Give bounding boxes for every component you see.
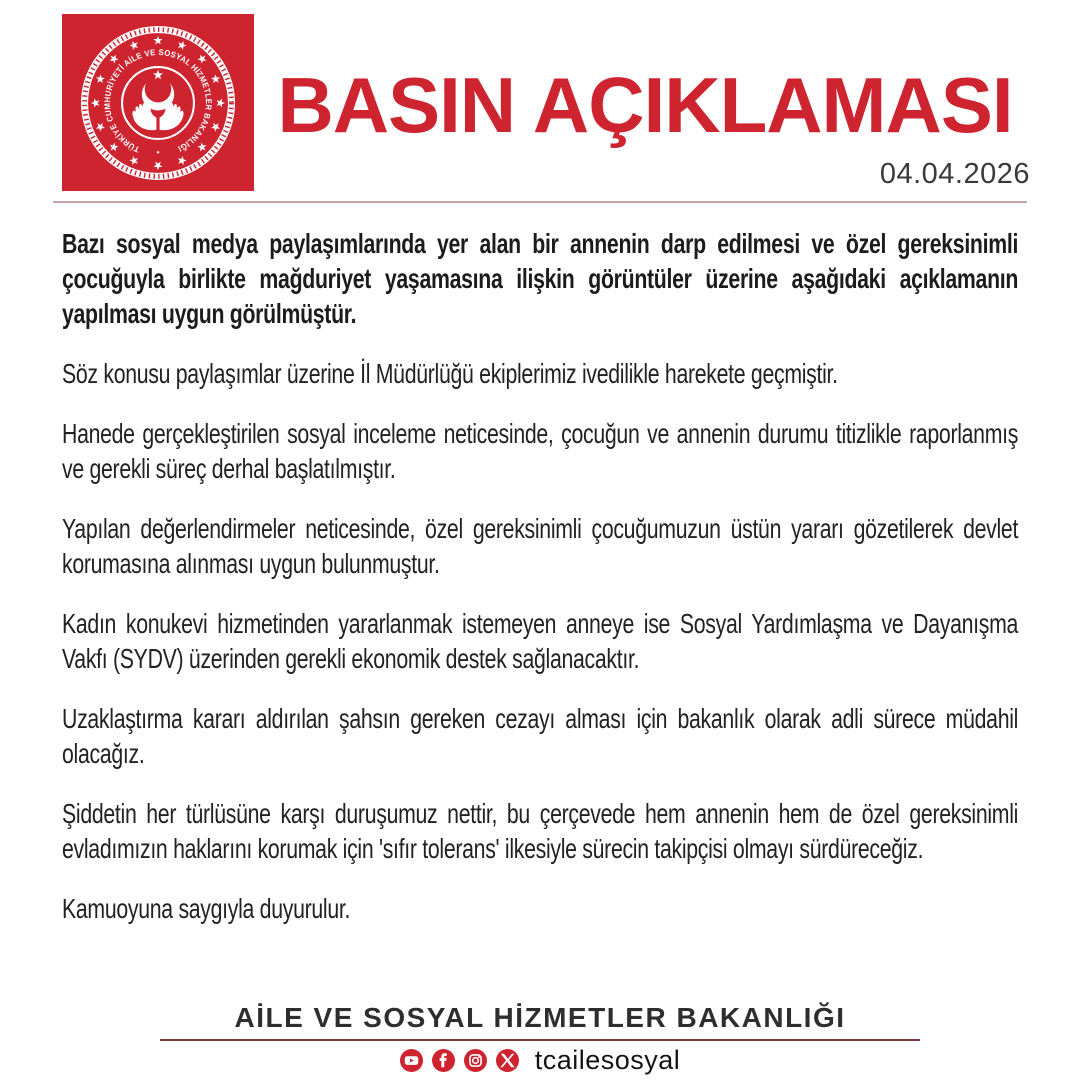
press-paragraph: Uzaklaştırma kararı aldırılan şahsın gereken cezayı alması için bakanlık olarak adli sürece müdahil olacağız. [62,703,1019,769]
page-title: BASIN AÇIKLAMASI [277,60,1013,149]
footer-ministry-name: AİLE VE SOSYAL HİZMETLER BAKANLIĞI [234,1002,846,1033]
logo-ring-text: TÜRKİYE CUMHURİYETİ AİLE VE SOSYAL HİZMETLER BAKANLIĞI [101,46,215,155]
youtube-icon [400,1049,423,1072]
ministry-logo [62,14,254,191]
header-divider [53,201,1027,203]
footer-divider [160,1039,920,1041]
press-paragraph: Kamuoyuna saygıyla duyurulur. [62,893,351,924]
social-handle: tcailesosyal [534,1044,681,1075]
logo-ring-separator: • [156,146,160,157]
facebook-icon [432,1049,455,1072]
instagram-icon [464,1049,487,1072]
logo-emblem [79,24,237,182]
social-media-row [0,1046,1080,1074]
press-paragraph: Yapılan değerlendirmeler neticesinde, özel gereksinimli çocuğumuzun üstün yararı gözetilerek devlet korumasına alınması uygun bulunmuştur. [62,513,1019,579]
date-label: 04.04.2026 [879,158,1030,190]
crescent-icon [142,75,174,110]
press-paragraph: Bazı sosyal medya paylaşımlarında yer alan bir annenin darp edilmesi ve özel gereksinimli çocuğuyla birlikte mağduriyet yaşamasına ilişkin görüntüler üzerine aşağıdaki açıklamanın yapılması uygun görülmüştür. [62,228,1019,329]
statement-body [62,226,1018,951]
press-paragraph: Şiddetin her türlüsüne karşı duruşumuz nettir, bu çerçevede hem annenin hem de özel gereksinimli evladımızın haklarını korumak için 'sıfır tolerans' ilkesiyle sürecin takipçisi olmayı sürdüreceğiz. [62,798,1019,864]
press-paragraph: Hanede gerçekleştirilen sosyal inceleme neticesinde, çocuğun ve annenin durumu titizlikle raporlanmış ve gerekli süreç derhal başlatılmıştır. [62,418,1019,484]
press-paragraph: Söz konusu paylaşımlar üzerine İl Müdürlüğü ekiplerimiz ivedilikle harekete geçmiştir. [62,358,838,389]
x-icon [496,1049,519,1072]
press-paragraph: Kadın konukevi hizmetinden yararlanmak istemeyen anneye ise Sosyal Yardımlaşma ve Dayanışma Vakfı (SYDV) üzerinden gerekli ekonomik destek sağlanacaktır. [62,608,1019,674]
